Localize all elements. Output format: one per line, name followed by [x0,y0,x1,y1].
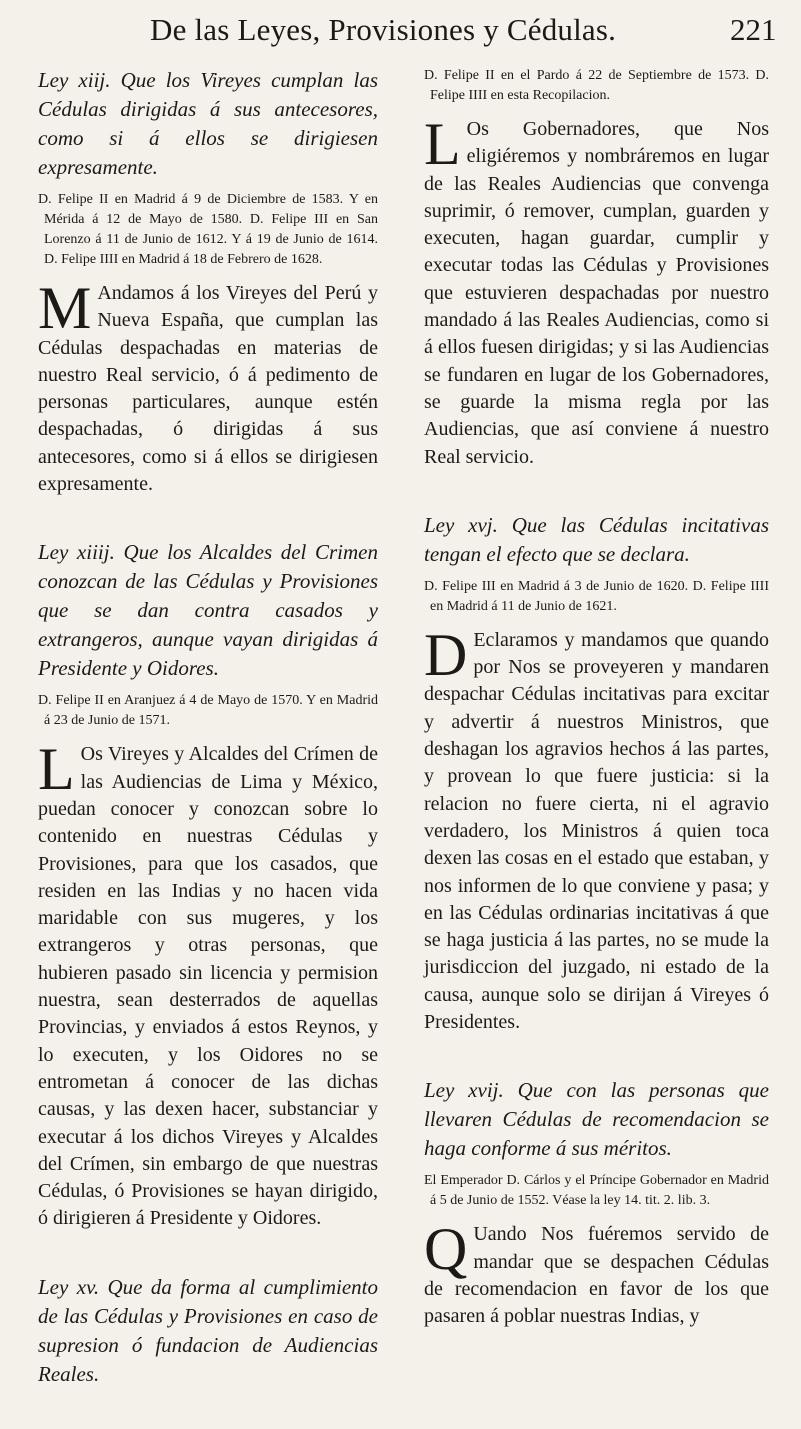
law-15-continued [424,66,769,471]
law-heading: Que con las personas que llevaren Cédulas de recomendacion se haga conforme á sus méritos. [424,1078,769,1161]
law-text: Andamos á los Vireyes del Perú y Nueva España, que cumplan las Cédulas despachadas en materias de nuestro Real servicio, ó á pedimento de personas particulares, aunque estén despachadas, ó dirigidas á sus antecesores, como si á ellos se dirigiesen expresamente. [38,282,378,496]
law-heading: Que las Cédulas incitativas tengan el efecto que se declara. [424,512,769,566]
law-text: Uando Nos fuéremos servido de mandar que se despachen Cédulas de recomendacion en favor de los que pasaren á poblar nuestras Indias, y [424,1223,769,1328]
law-number: Ley xv. [38,1274,100,1299]
law-body [38,275,378,498]
page-header [0,8,801,56]
law-text: Os Gobernadores, que Nos eligiéremos y nombráremos en lugar de las Reales Audiencias que convenga suprimir, ó remover, cumplan, guarden y executen, hagan guardar, cumplir y executar todas las Cédulas y Provisiones que estuvieren despachadas por nuestro mandado á las Reales Audiencias, como si á ellos fuesen dirigidas; y si las Audiencias se fundaren en lugar de los Gobernadores, se guarde la misma regla por las Audiencias, que así conviene á nuestro Real servicio. [424,118,769,468]
law-title [38,66,378,182]
drop-cap: D [424,621,468,688]
law-number: Ley xiij. [38,68,111,92]
drop-cap: L [38,736,75,803]
law-13 [38,66,378,498]
law-body [38,736,378,1232]
drop-cap: M [38,275,92,341]
law-source: D. Felipe II en el Pardo á 22 de Septiembre de 1573. D. Felipe IIII en esta Recopilacion. [424,68,769,103]
law-source: El Emperador D. Cárlos y el Príncipe Gobernador en Madrid á 5 de Junio de 1552. Véase la ley 14. tit. 2. lib. 3. [424,1173,769,1209]
page-number: 221 [730,12,777,47]
law-source: D. Felipe II en Aranjuez á 4 de Mayo de 1570. Y en Madrid á 23 de Junio de 1571. [38,693,378,729]
law-text: Os Vireyes y Alcaldes del Crímen de las Audiencias de Lima y México, puedan conocer y conozcan sobre lo contenido en nuestras Cédulas y Provisiones, para que los casados, que residen en las Indias y no hacen vida maridable con sus mugeres, y los extrangeros y otras personas, que hubieren pasado sin licencia y permision nuestra, sean desterrados de aquellas Provincias, y enviados á estos Reynos, y lo executen, y los Oidores no se entrometan á conocer de las dichas causas, y las dexen hacer, substanciar y executar á los dichos Vireyes y Alcaldes del Crímen, sin embargo de que nuestras Cédulas, ó Provisiones se hayan dirigido, ó dirigieren á Presidente y Oidores. [38,743,378,1230]
law-16 [424,511,769,1036]
law-title [424,511,769,569]
law-body [424,621,769,1036]
law-17 [424,1076,769,1330]
law-heading: Que da forma al cumplimiento de las Cédulas y Provisiones en caso de supresion ó fundacion de Audiencias Reales. [38,1274,378,1386]
law-number: Ley xvij. [424,1078,504,1103]
law-body [424,111,769,471]
law-source: D. Felipe II en Madrid á 9 de Diciembre de 1583. Y en Mérida á 12 de Mayo de 1580. D. Felipe III en San Lorenzo á 11 de Junio de 1612. Y á 19 de Junio de 1614. D. Felipe IIII en Madrid á 18 de Febrero de 1628. [38,192,378,267]
law-15 [38,1273,378,1389]
law-text: Eclaramos y mandamos que quando por Nos se proveyeren y mandaren despachar Cédulas incitativas para excitar y advertir á nuestros Ministros, que deshagan los agravios hechos á las partes, y provean lo que fuere justicia: si la relacion no fuere cierta, ni el agravio verdadero, los Ministros á quien toca dexen las cosas en el estado que estaban, y nos informen de lo que conviene y pasa; y en las Cédulas ordinarias incitativas á que se haga justicia á las partes, no se mude la jurisdiccion del juzgado, ni estado de la causa, aunque solo se dirijan á Vireyes ó Presidentes. [424,628,769,1034]
left-column [38,66,378,1429]
law-source: D. Felipe III en Madrid á 3 de Junio de 1620. D. Felipe IIII en Madrid á 11 de Junio de 1621. [424,578,769,614]
law-number: Ley xvj. [424,512,498,537]
law-heading: Que los Vireyes cumplan las Cédulas dirigidas á sus antecesores, como si á ellos se dirigiesen expresamente. [38,68,379,179]
law-title [424,1076,769,1163]
drop-cap: Q [424,1216,468,1283]
law-title [38,1273,378,1389]
drop-cap: L [424,111,461,177]
right-column [424,66,769,1371]
law-14 [38,538,378,1232]
law-heading: Que los Alcaldes del Crimen conozcan de las Cédulas y Provisiones que se dan contra casados y extrangeros, aunque vayan dirigidas á Presidente y Oidores. [38,540,378,681]
law-title [38,538,378,683]
running-title: De las Leyes, Provisiones y Cédulas. [150,12,617,47]
law-body [424,1216,769,1330]
law-number: Ley xiiij. [38,540,115,565]
